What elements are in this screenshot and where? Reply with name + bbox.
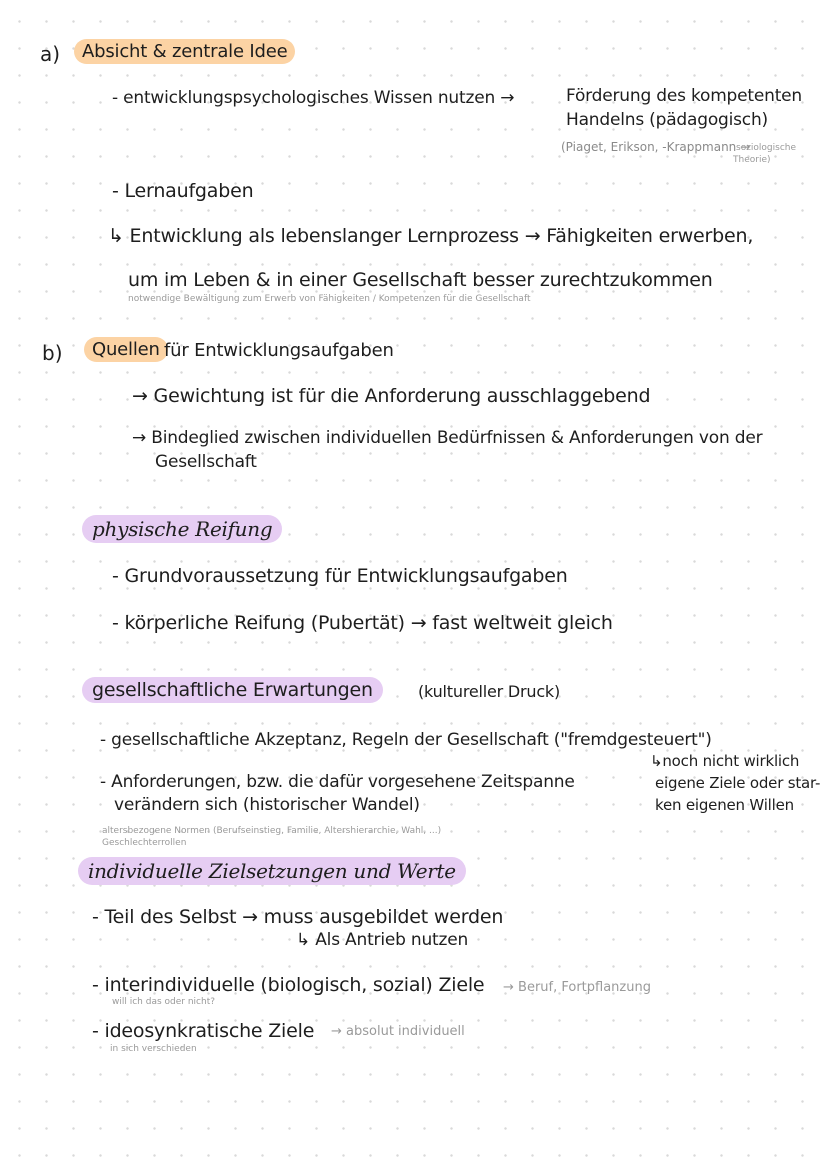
section-a-line4: um im Leben & in einer Gesellschaft besser zurechtzukommen bbox=[128, 269, 713, 291]
individuell-heading: individuelle Zielsetzungen und Werte bbox=[78, 857, 466, 885]
section-b-letter: b) bbox=[42, 341, 63, 365]
section-a-line1-right-a: Förderung des kompetenten bbox=[566, 86, 803, 106]
gesellschaft-heading: gesellschaftliche Erwartungen bbox=[82, 677, 383, 703]
section-a-line1-note-c: Theorie) bbox=[733, 155, 771, 165]
section-a-line1-note-a: (Piaget, Erikson, -Krappmann → bbox=[561, 140, 751, 154]
individuell-item3-sub: in sich verschieden bbox=[110, 1044, 197, 1054]
gesellschaft-side-c: ken eigenen Willen bbox=[655, 796, 794, 814]
gesellschaft-item2-b: verändern sich (historischer Wandel) bbox=[114, 795, 420, 815]
gesellschaft-side-a: ↳noch nicht wirklich bbox=[650, 752, 800, 770]
gesellschaft-side-b: eigene Ziele oder star- bbox=[655, 774, 821, 792]
physisch-item1: - Grundvoraussetzung für Entwicklungsaufgaben bbox=[112, 565, 568, 587]
physisch-heading: physische Reifung bbox=[82, 515, 282, 543]
gesellschaft-heading-note: (kultureller Druck) bbox=[418, 682, 561, 701]
gesellschaft-item1: - gesellschaftliche Akzeptanz, Regeln der Gesellschaft ("fremdgesteuert") bbox=[100, 730, 712, 750]
section-b-arrow1: → Gewichtung ist für die Anforderung ausschlaggebend bbox=[132, 385, 651, 407]
individuell-item1-sub: ↳ Als Antrieb nutzen bbox=[296, 930, 469, 950]
individuell-item3-note: → absolut individuell bbox=[331, 1024, 465, 1039]
individuell-item2: - interindividuelle (biologisch, sozial) Ziele bbox=[92, 974, 485, 996]
section-a-line1-note-b: soziologische bbox=[736, 143, 797, 153]
gesellschaft-note-a: altersbezogene Normen (Berufseinstieg, Familie, Altershierarchie, Wahl, ...) bbox=[102, 826, 442, 836]
section-a-heading: Absicht & zentrale Idee bbox=[74, 39, 295, 64]
individuell-item2-note: → Beruf, Fortpflanzung bbox=[503, 980, 651, 995]
section-a-line1-left: - entwicklungspsychologisches Wissen nutzen → bbox=[112, 88, 515, 108]
gesellschaft-item2-a: - Anforderungen, bzw. die dafür vorgesehene Zeitspanne bbox=[100, 772, 575, 792]
section-b-arrow2-a: → Bindeglied zwischen individuellen Bedürfnissen & Anforderungen von der bbox=[132, 428, 763, 448]
section-a-line1-right-b: Handelns (pädagogisch) bbox=[566, 110, 768, 130]
section-a-letter: a) bbox=[40, 42, 61, 66]
section-b-heading-highlight: Quellen bbox=[84, 337, 168, 362]
gesellschaft-note-b: Geschlechterrollen bbox=[102, 838, 187, 848]
section-b-heading-rest: für Entwicklungsaufgaben bbox=[164, 340, 394, 361]
section-a-line4-note: notwendige Bewältigung zum Erwerb von Fähigkeiten / Kompetenzen für die Gesellschaft bbox=[128, 294, 531, 304]
section-b-arrow2-b: Gesellschaft bbox=[155, 452, 257, 472]
section-a-line2: - Lernaufgaben bbox=[112, 180, 254, 202]
individuell-item1: - Teil des Selbst → muss ausgebildet werden bbox=[92, 906, 504, 928]
section-a-line3: ↳ Entwicklung als lebenslanger Lernprozess → Fähigkeiten erwerben, bbox=[108, 225, 754, 247]
individuell-item3: - ideosynkratische Ziele bbox=[92, 1020, 315, 1042]
physisch-item2: - körperliche Reifung (Pubertät) → fast weltweit gleich bbox=[112, 612, 613, 634]
individuell-item2-sub: will ich das oder nicht? bbox=[112, 997, 215, 1007]
